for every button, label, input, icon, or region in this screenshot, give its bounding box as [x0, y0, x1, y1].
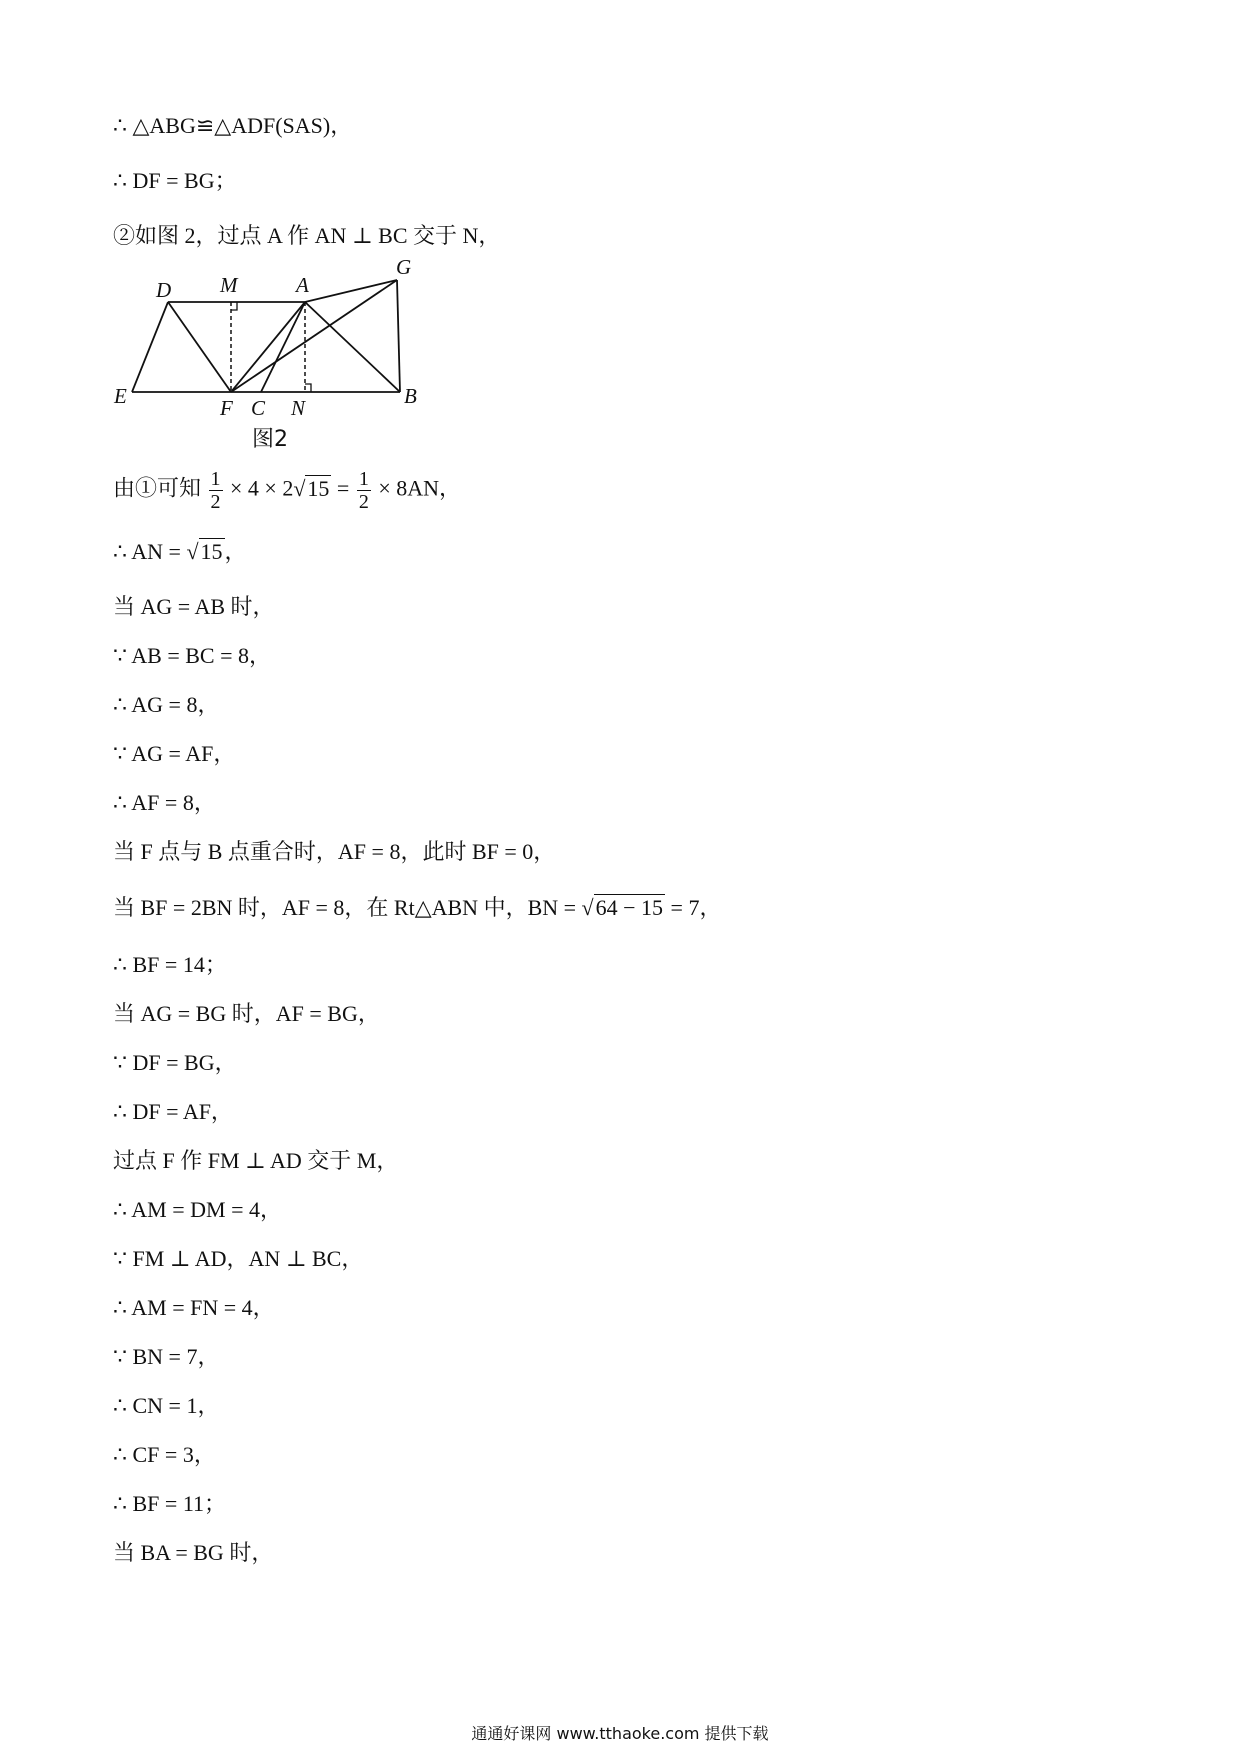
step-5-tail: ， — [224, 539, 247, 564]
step-11: 当 F 点与 B 点重合时，AF = 8，此时 BF = 0， — [113, 839, 556, 864]
segment-AB — [305, 302, 400, 392]
step-20: ∴ AM = FN = 4， — [113, 1295, 275, 1320]
radicand: 15 — [200, 539, 223, 564]
step-1: ∴ △ABG≌△ADF(SAS)， — [113, 113, 353, 138]
sqrt-15: √15 — [293, 475, 330, 501]
step-13: ∴ BF = 14； — [113, 952, 227, 977]
figure-lines — [132, 280, 400, 392]
segment-ED — [132, 302, 168, 392]
frac-den: 2 — [210, 491, 221, 513]
segment-DF — [168, 302, 231, 392]
label-D: D — [156, 278, 172, 302]
equals-sign: = — [336, 475, 350, 501]
geometry-figure — [110, 250, 430, 420]
label-M: M — [220, 273, 238, 297]
segment-AG — [305, 280, 397, 302]
step-16: ∴ DF = AF， — [113, 1099, 233, 1124]
fraction-half-1 — [209, 468, 223, 513]
step-14: 当 AG = BG 时，AF = BG， — [113, 1001, 380, 1026]
radicand: 64 − 15 — [595, 895, 664, 920]
step-8: ∴ AG = 8， — [113, 692, 220, 717]
step-9: ∵ AG = AF， — [113, 741, 236, 766]
step-12-prefix: 当 BF = 2BN 时，AF = 8，在 Rt△ABN 中，BN = — [113, 895, 577, 920]
label-C: C — [251, 396, 266, 420]
step-21: ∵ BN = 7， — [113, 1344, 220, 1369]
segment-GB — [397, 280, 400, 392]
segment-GF — [231, 280, 397, 392]
step-22: ∴ CN = 1， — [113, 1393, 220, 1418]
step-23: ∴ CF = 3， — [113, 1442, 216, 1467]
step-25: 当 BA = BG 时， — [113, 1540, 274, 1565]
frac-den: 2 — [358, 491, 369, 513]
step-3: ②如图 2，过点 A 作 AN ⊥ BC 交于 N， — [113, 223, 501, 248]
step-5-prefix: ∴ AN = — [113, 539, 181, 564]
sqrt-15: √15 — [186, 539, 223, 564]
step-18: ∴ AM = DM = 4， — [113, 1197, 282, 1222]
step-19: ∵ FM ⊥ AD，AN ⊥ BC， — [113, 1246, 364, 1271]
step-7: ∵ AB = BC = 8， — [113, 643, 272, 668]
sqrt-64-minus-15: √64 − 15 — [581, 895, 664, 920]
figure-caption: 图2 — [252, 427, 288, 452]
step-17: 过点 F 作 FM ⊥ AD 交于 M， — [113, 1148, 399, 1173]
step-5 — [113, 537, 247, 567]
label-N: N — [291, 396, 306, 420]
step-6: 当 AG = AB 时， — [113, 594, 275, 619]
step-12-tail: = 7， — [670, 895, 722, 920]
label-A: A — [296, 273, 309, 297]
step-4 — [113, 468, 461, 513]
point-labels — [113, 255, 417, 420]
step-2: ∴ DF = BG； — [113, 168, 237, 193]
step-4-prefix: 由①可知 — [113, 475, 202, 501]
frac-num: 1 — [210, 468, 221, 490]
frac-num: 1 — [358, 468, 369, 490]
right-angle-M — [231, 302, 237, 310]
step-4-mid: × 4 × 2 — [230, 475, 294, 501]
fraction-half-2 — [357, 468, 371, 513]
label-F: F — [220, 396, 233, 420]
step-24: ∴ BF = 11； — [113, 1491, 226, 1516]
label-G: G — [396, 255, 412, 279]
right-angle-N — [305, 384, 311, 392]
page-footer: 通通好课网 www.tthaoke.com 提供下载 — [471, 1724, 769, 1743]
label-B: B — [404, 384, 417, 408]
step-12 — [113, 893, 721, 923]
step-4-tail: × 8AN， — [378, 475, 462, 501]
step-15: ∵ DF = BG， — [113, 1050, 237, 1075]
label-E: E — [114, 384, 127, 408]
step-10: ∴ AF = 8， — [113, 790, 216, 815]
radicand: 15 — [307, 475, 330, 501]
